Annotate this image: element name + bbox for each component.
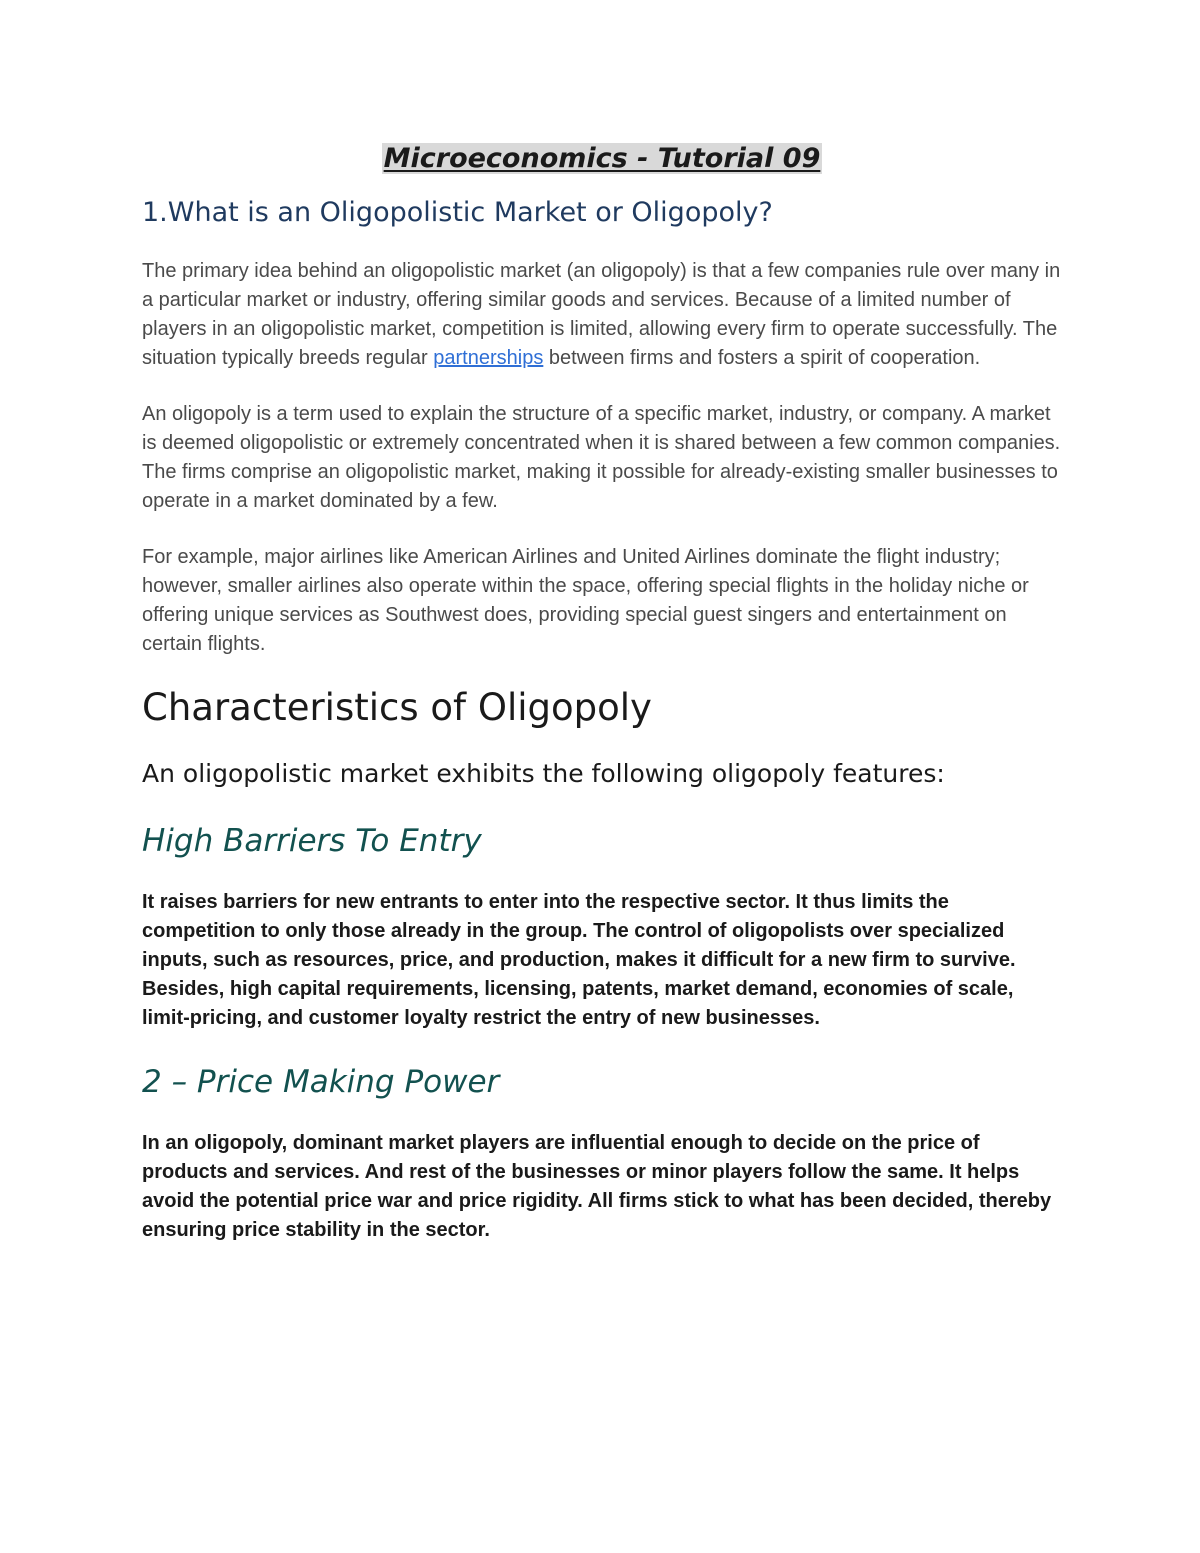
document-title-text: Microeconomics - Tutorial 09 bbox=[383, 143, 821, 174]
feature-2-heading: 2 – Price Making Power bbox=[142, 1064, 500, 1100]
intro-paragraph-text: The primary idea behind an oligopolistic market (an oligopoly) is that a few companies rule over many in a particular market or industry, offering similar goods and services. Because of a limited number of players in an oligopolistic market, competition is limited, allowing every firm to operate successfully. The situation typically breeds regular bbox=[142, 260, 1061, 369]
intro-paragraph bbox=[142, 257, 1062, 373]
feature-1-heading: High Barriers To Entry bbox=[142, 823, 482, 859]
feature-1-text: It raises barriers for new entrants to enter into the respective sector. It thus limits the competition to only those already in the group. The control of oligopolists over specialized inputs, such as resources, price, and production, makes it difficult for a new firm to survive. Besides, high capital requirements, licensing, patents, market demand, economies of scale, limit-pricing, and customer loyalty restrict the entry of new businesses. bbox=[142, 891, 1016, 1029]
example-paragraph: For example, major airlines like American Airlines and United Airlines dominate the flight industry; however, smaller airlines also operate within the space, offering special flights in the holiday niche or offering unique services as Southwest does, providing special guest singers and entertainment on certain flights. bbox=[142, 546, 1029, 655]
document-content bbox=[142, 140, 1062, 1245]
document-title bbox=[142, 140, 1062, 178]
feature-2-text: In an oligopoly, dominant market players are influential enough to decide on the price of products and services. And rest of the businesses or minor players follow the same. It helps avoid the potential price war and price rigidity. All firms stick to what has been decided, thereby ensuring price stability in the sector. bbox=[142, 1132, 1052, 1241]
question-heading: 1.What is an Oligopolistic Market or Oligopoly? bbox=[142, 197, 773, 228]
intro-paragraph-text-end: between firms and fosters a spirit of cooperation. bbox=[543, 347, 981, 369]
characteristics-heading: Characteristics of Oligopoly bbox=[142, 686, 652, 729]
characteristics-intro: An oligopolistic market exhibits the following oligopoly features: bbox=[142, 759, 945, 788]
partnerships-link[interactable]: partnerships bbox=[433, 347, 544, 369]
definition-paragraph: An oligopoly is a term used to explain the structure of a specific market, industry, or company. A market is deemed oligopolistic or extremely concentrated when it is shared between a few common companies. The firms comprise an oligopolistic market, making it possible for already-existing smaller businesses to operate in a market dominated by a few. bbox=[142, 403, 1061, 512]
